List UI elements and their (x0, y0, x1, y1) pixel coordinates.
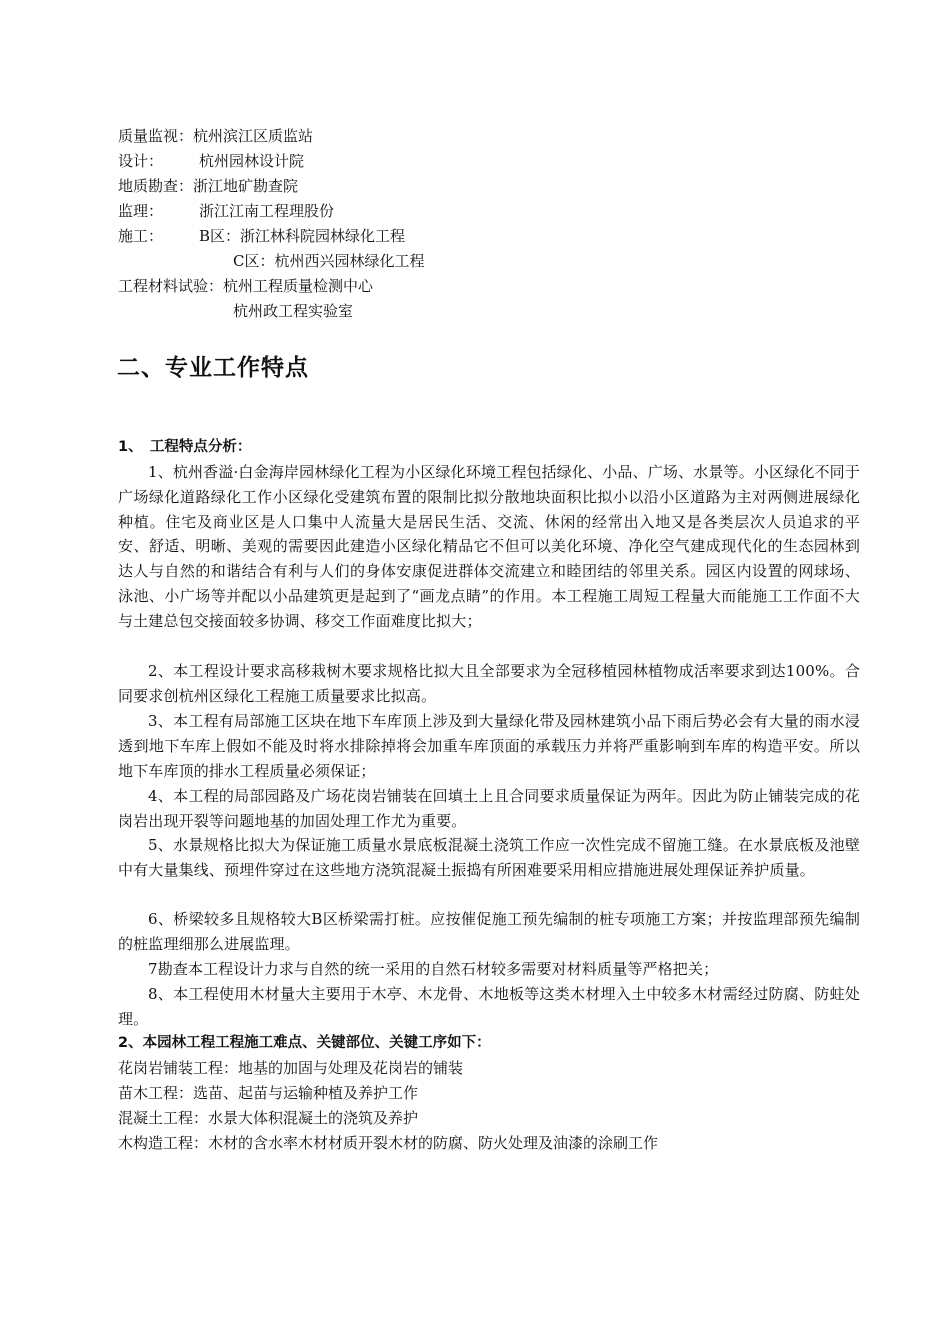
design-label: 设计： (118, 152, 164, 170)
test-line (118, 274, 373, 298)
difficulty-item: 花岗岩铺装工程：地基的加固与处理及花岗岩的铺装 (118, 1059, 464, 1077)
quality-value: 杭州滨江区质监站 (193, 127, 314, 145)
paragraph-1: 1、杭州香溢·白金海岸园林绿化工程为小区绿化环境工程包括绿化、小品、广场、水景等。小区绿化不同于广场绿化道路绿化工作小区绿化受建筑布置的限制比拟分散地块面积比拟小以沿小区道路为主对两侧进展绿化种植。住宅及商业区是人口集中人流量大是居民生活、交流、休闲的经常出入地又是各类层次人员追求的平安、舒适、明晰、美观的需要因此建造小区绿化精品它不但可以美化环境、净化空气建成现代化的生态园林到达人与自然的和谐结合有利与人们的身体安康促进群体交流建立和睦团结的邻里关系。园区内设置的网球场、泳池、小广场等并配以小品建筑更是起到了“画龙点睛”的作用。本工程施工周短工程量大而能施工工作面不大与土建总包交接面较多协调、移交工作面难度比拟大； (118, 463, 860, 630)
paragraph-2: 2、本工程设计要求高移栽树木要求规格比拟大且全部要求为全冠移植园林植物成活率要求到达100%。合同要求创杭州区绿化工程施工质量要求比拟高。 (118, 662, 860, 705)
paragraph-6: 6、桥梁较多且规格较大B区桥梁需打桩。应按催促施工预先编制的桩专项施工方案；并按监理部预先编制的桩监理细那么进展监理。 (118, 910, 860, 953)
paragraph-7: 7勘查本工程设计力求与自然的统一采用的自然石材较多需要对材料质量等严格把关； (148, 960, 719, 978)
construct-line (118, 224, 405, 248)
quality-label: 质量监视： (118, 127, 194, 145)
supervise-line (118, 199, 334, 223)
supervise-label: 监理： (118, 202, 164, 220)
test-value-2: 杭州政工程实验室 (233, 302, 354, 320)
construct-c-value: C区：杭州西兴园林绿化工程 (233, 252, 425, 270)
test-value-1: 杭州工程质量检测中心 (223, 277, 374, 295)
paragraph-3: 3、本工程有局部施工区块在地下车库顶上涉及到大量绿化带及园林建筑小品下雨后势必会有大量的雨水浸透到地下车库上假如不能及时将水排除掉将会加重车库顶面的承载压力并将严重影响到车库的构造平安。所以地下车库顶的排水工程质量必须保证； (118, 712, 860, 780)
test-label: 工程材料试验： (118, 277, 224, 295)
analysis-heading: 1、 工程特点分析： (118, 439, 252, 455)
design-line (118, 149, 304, 173)
construct-b-value: B区：浙江林科院园林绿化工程 (199, 227, 406, 245)
geo-value: 浙江地矿勘查院 (193, 177, 299, 195)
difficulties-heading: 2、本园林工程工程施工难点、关键部位、关键工序如下： (118, 1035, 491, 1051)
design-value: 杭州园林设计院 (199, 152, 305, 170)
difficulty-item: 木构造工程：木材的含水率木材材质开裂木材的防腐、防火处理及油漆的涂刷工作 (118, 1134, 659, 1152)
geo-line (118, 174, 298, 198)
supervise-value: 浙江江南工程理股份 (199, 202, 335, 220)
paragraph-4: 4、本工程的局部园路及广场花岗岩铺装在回填土上且合同要求质量保证为两年。因此为防止铺装完成的花岗岩出现开裂等问题地基的加固处理工作尤为重要。 (118, 787, 860, 830)
geo-label: 地质勘查： (118, 177, 194, 195)
difficulty-item: 苗木工程：选苗、起苗与运输种植及养护工作 (118, 1084, 419, 1102)
construct-c-line (233, 249, 424, 273)
construct-label: 施工： (118, 227, 164, 245)
quality-line (118, 124, 313, 148)
test-line-2 (233, 299, 353, 323)
paragraph-8: 8、本工程使用木材量大主要用于木亭、木龙骨、木地板等这类木材埋入土中较多木材需经过防腐、防蛀处理。 (118, 985, 860, 1028)
difficulty-item: 混凝土工程：水景大体积混凝土的浇筑及养护 (118, 1109, 419, 1127)
paragraph-5: 5、水景规格比拟大为保证施工质量水景底板混凝土浇筑工作应一次性完成不留施工缝。在水景底板及池壁中有大量集线、预埋件穿过在这些地方浇筑混凝土振捣有所困难要采用相应措施进展处理保证养护质量。 (118, 836, 860, 879)
section-title: 二、专业工作特点 (117, 355, 309, 381)
